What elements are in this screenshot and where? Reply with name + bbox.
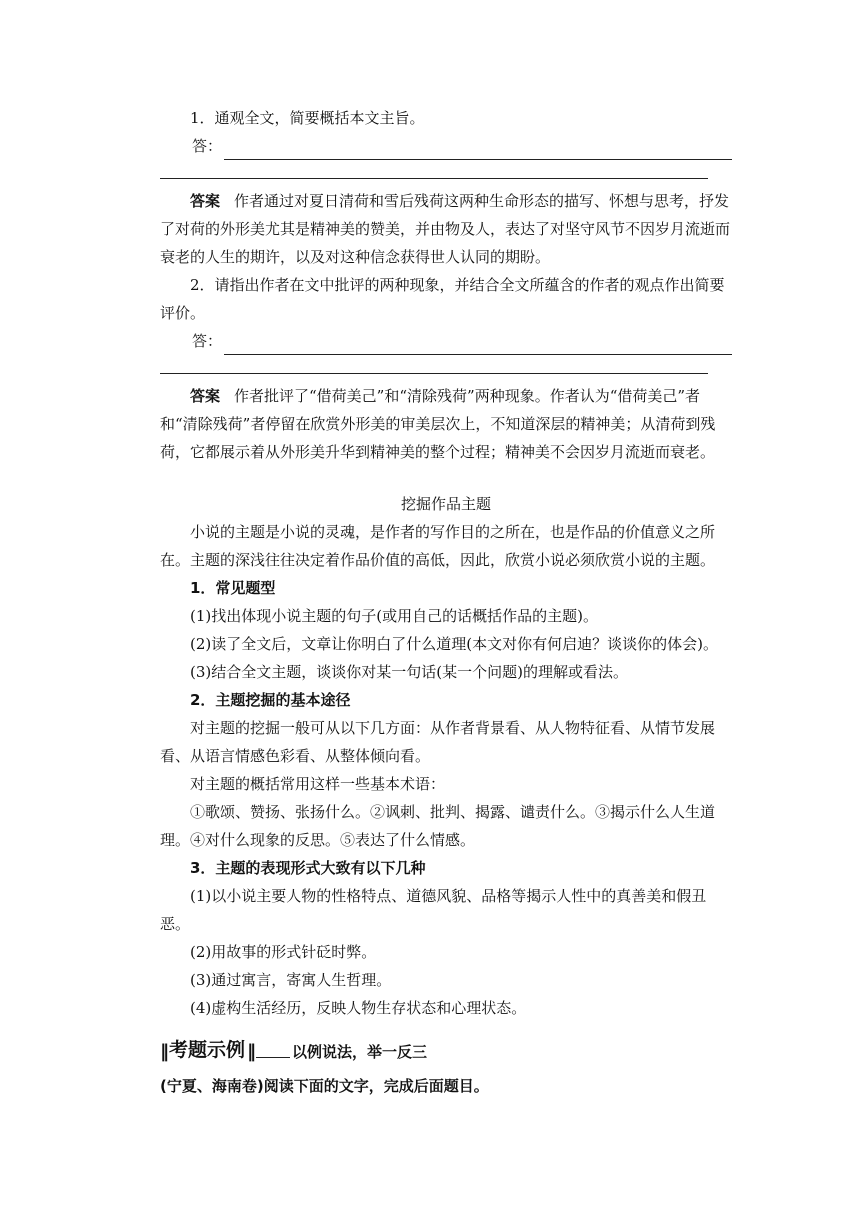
answer-blank-2[interactable]	[160, 160, 708, 179]
question-1: 1．通观全文，简要概括本文主旨。	[190, 109, 425, 127]
answer-blank-2[interactable]	[160, 355, 708, 374]
paragraph: 对主题的挖掘一般可从以下几方面：从作者背景看、从人物特征看、从情节发展看、从语言情感色彩看、从整体倾向看。	[160, 719, 716, 765]
banner-title: 考题示例	[169, 1039, 246, 1061]
question-2: 2．请指出作者在文中批评的两种现象，并结合全文所蕴含的作者的观点作出简要评价。	[160, 276, 725, 322]
paragraph: 对主题的概括常用这样一些基本术语：	[190, 775, 446, 793]
answer-label: 答：	[192, 332, 223, 350]
answer-blank[interactable]	[224, 141, 732, 160]
section-intro: 小说的主题是小说的灵魂，是作者的写作目的之所在，也是作品的价值意义之所在。主题的深浅往往决定着作品价值的高低，因此，欣赏小说必须欣赏小说的主题。	[160, 523, 716, 569]
answer-key-text: 作者通过对夏日清荷和雪后残荷这两种生命形态的描写、怀想与思考，抒发了对荷的外形美尤其是精神美的赞美，并由物及人，表达了对坚守风节不因岁月流逝而衰老的人生的期许，以及对这种信念获得世人认同的期盼。	[160, 192, 731, 266]
source-line: (宁夏、海南卷)阅读下面的文字，完成后面题目。	[160, 1077, 489, 1095]
document-content	[160, 104, 732, 1100]
answer-label: 答：	[192, 137, 223, 155]
list-item: (2)用故事的形式针砭时弊。	[190, 943, 377, 961]
list-item: (3)结合全文主题，谈谈你对某一句话(某一个问题)的理解或看法。	[190, 663, 628, 681]
paragraph: ①歌颂、赞扬、张扬什么。②讽刺、批判、揭露、谴责什么。③揭示什么人生道理。④对什么现象的反思。⑤表达了什么情感。	[160, 803, 716, 849]
example-banner	[160, 1030, 732, 1062]
list-item: (2)读了全文后，文章让你明白了什么道理(本文对你有何启迪？谈谈你的体会)。	[190, 635, 718, 653]
list-item: (4)虚构生活经历，反映人物生存状态和心理状态。	[190, 999, 527, 1017]
list-item: (1)以小说主要人物的性格特点、道德风貌、品格等揭示人性中的真善美和假丑恶。	[160, 887, 707, 933]
answer-blank[interactable]	[224, 336, 732, 355]
answer-key-label: 答案	[190, 387, 221, 405]
list-item: (3)通过寓言，寄寓人生哲理。	[190, 971, 392, 989]
answer-line-2	[160, 327, 732, 355]
answer-key-2	[160, 382, 732, 466]
banner-bar-left-icon: ‖	[160, 1041, 167, 1062]
banner-subtitle: 以例说法，举一反三	[292, 1043, 428, 1061]
answer-line-1	[160, 132, 732, 160]
heading-question-types: 1．常见题型	[190, 579, 276, 597]
answer-key-label: 答案	[190, 192, 221, 210]
heading-forms: 3．主题的表现形式大致有以下几种	[190, 859, 426, 877]
answer-key-text: 作者批评了“借荷美己”和“清除残荷”两种现象。作者认为“借荷美己”者和“清除残荷”者停留在欣赏外形美的审美层次上，不知道深层的精神美；从清荷到残荷，它都展示着从外形美升华到精神美的整个过程；精神美不会因岁月流逝而衰老。	[160, 387, 716, 461]
list-item: (1)找出体现小说主题的句子(或用自己的话概括作品的主题)。	[190, 607, 598, 625]
banner-divider	[256, 1057, 290, 1058]
heading-approaches: 2．主题挖掘的基本途径	[190, 691, 351, 709]
section-title: 挖掘作品主题	[400, 495, 491, 513]
answer-key-1	[160, 187, 732, 271]
banner-bar-right-icon: ‖	[247, 1041, 255, 1062]
